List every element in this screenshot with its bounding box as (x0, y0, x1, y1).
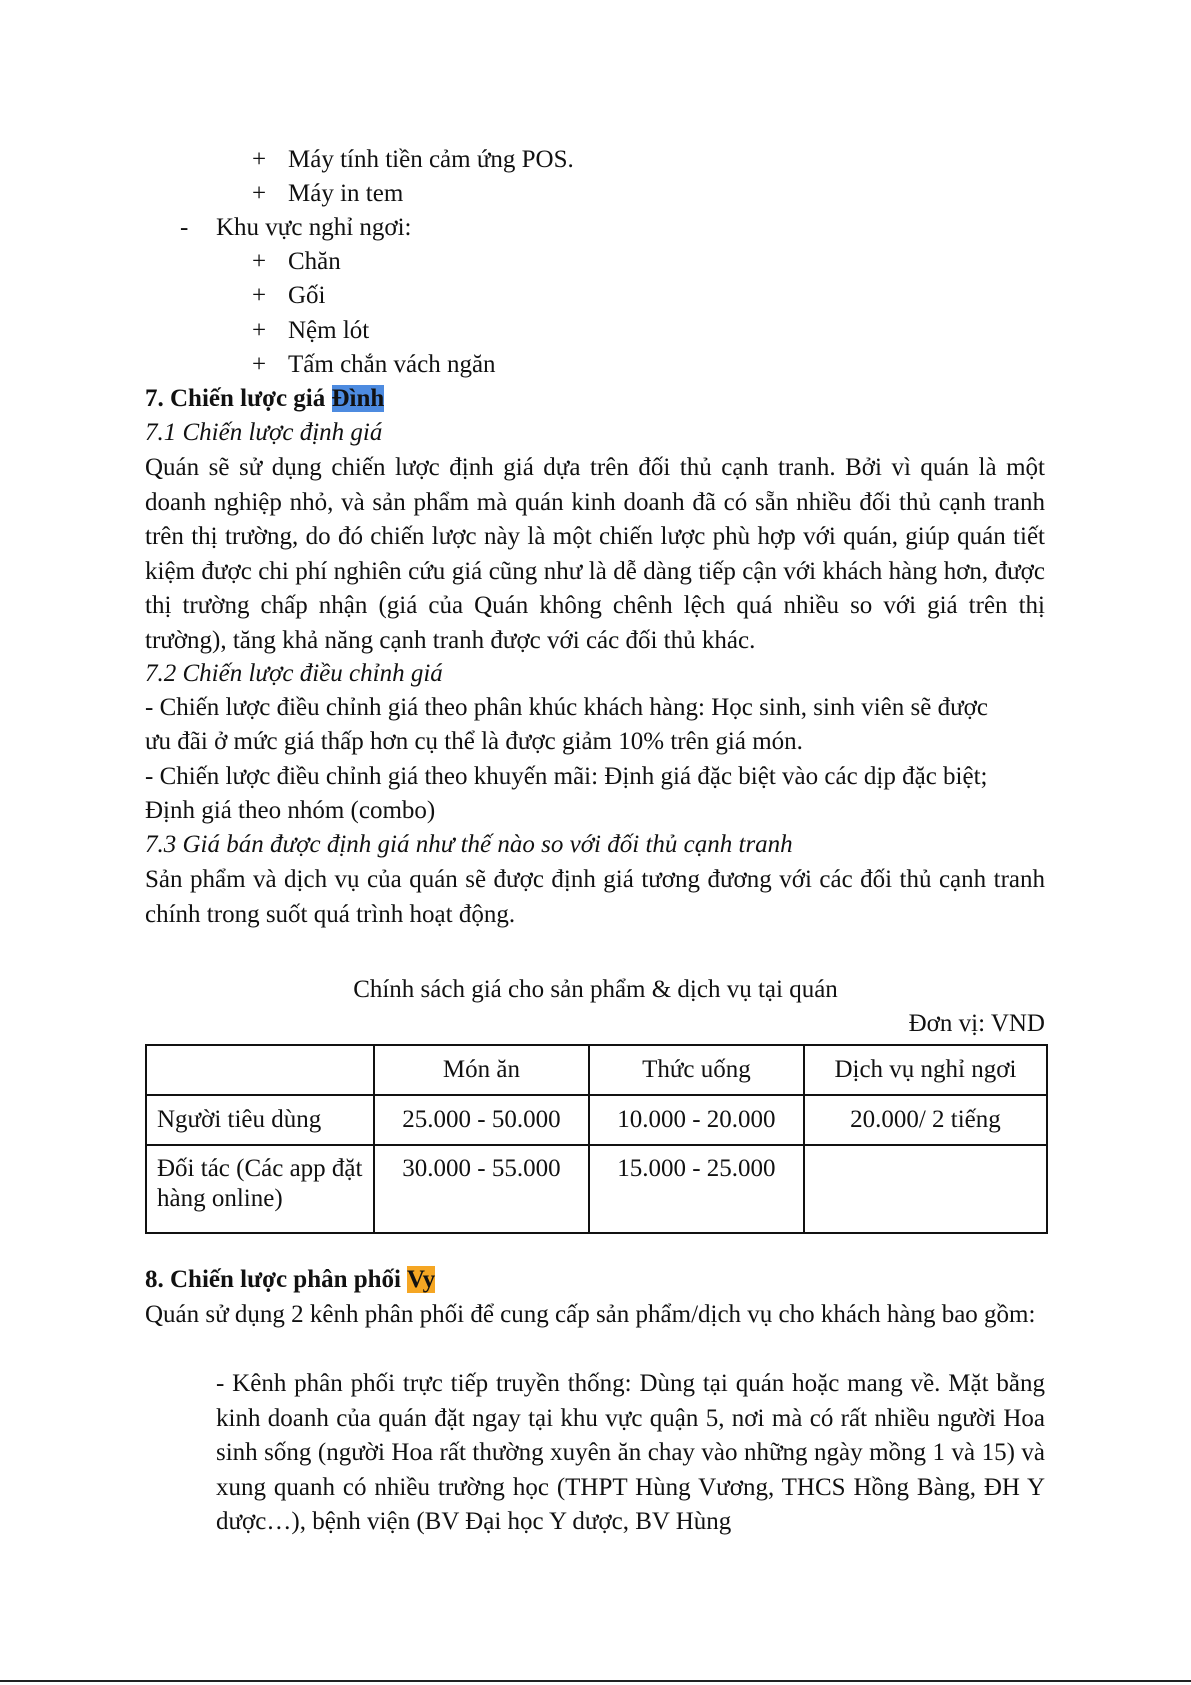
table-header-row (146, 1045, 1047, 1095)
paragraph-line: Định giá theo nhóm (combo) (145, 797, 436, 824)
subsection-title: 7.1 Chiến lược định giá (145, 419, 383, 446)
subsection-title: 7.3 Giá bán được định giá như thế nào so với đối thủ cạnh tranh (145, 831, 793, 858)
list-heading: Khu vực nghỉ ngơi: (216, 214, 412, 241)
table-cell: Người tiêu dùng (146, 1095, 374, 1145)
bullet-plus: + (252, 146, 267, 173)
section-heading-8 (145, 1263, 435, 1297)
table-unit: Đơn vị: VND (908, 1010, 1045, 1037)
bullet-plus: + (252, 317, 267, 344)
table-cell (804, 1145, 1047, 1233)
table-cell: 25.000 - 50.000 (374, 1095, 589, 1145)
paragraph: Quán sử dụng 2 kênh phân phối để cung cấp sản phẩm/dịch vụ cho khách hàng bao gồm: (145, 1301, 1036, 1328)
table-header-cell: Dịch vụ nghỉ ngơi (804, 1045, 1047, 1095)
table-header-cell (146, 1045, 374, 1095)
table-cell: 10.000 - 20.000 (589, 1095, 804, 1145)
assignee-highlight: Vy (406, 1266, 436, 1293)
table-row (146, 1095, 1047, 1145)
assignee-highlight: Đình (331, 385, 385, 412)
paragraph-line: - Chiến lược điều chỉnh giá theo khuyến mãi: Định giá đặc biệt vào các dịp đặc biệt; (145, 763, 988, 790)
bullet-plus: + (252, 282, 267, 309)
table-header-cell: Món ăn (374, 1045, 589, 1095)
subsection-title: 7.2 Chiến lược điều chỉnh giá (145, 660, 443, 687)
bullet-plus: + (252, 351, 267, 378)
list-item: Máy tính tiền cảm ứng POS. (288, 146, 574, 173)
table-row (146, 1145, 1047, 1233)
list-item: Chăn (288, 248, 341, 275)
list-item: Nệm lót (288, 317, 370, 344)
list-item: Máy in tem (288, 180, 404, 207)
paragraph: Sản phẩm và dịch vụ của quán sẽ được định giá tương đương với các đối thủ cạnh tranh chính trong suốt quá trình hoạt động. (145, 866, 1045, 928)
bullet-plus: + (252, 248, 267, 275)
table-caption: Chính sách giá cho sản phẩm & dịch vụ tại quán (353, 976, 838, 1003)
bullet-plus: + (252, 180, 267, 207)
page-bottom-rule (0, 1680, 1191, 1682)
paragraph: Quán sẽ sử dụng chiến lược định giá dựa trên đối thủ cạnh tranh. Bởi vì quán là một doanh nghiệp nhỏ, và sản phẩm mà quán kinh doanh đã có sẵn nhiều đối thủ cạnh tranh trên thị trường, do đó chiến lược này là một chiến lược phù hợp với quán, giúp quán tiết kiệm được chi phí nghiên cứu giá cũng như là dễ dàng tiếp cận với khách hàng hơn, được thị trường chấp nhận (giá của Quán không chênh lệch quá nhiều so với giá trên thị trường), tăng khả năng cạnh tranh được với các đối thủ khác. (145, 454, 1045, 654)
section-heading-7 (145, 382, 384, 416)
table-cell: Đối tác (Các app đặt hàng online) (146, 1145, 374, 1233)
paragraph-line: - Chiến lược điều chỉnh giá theo phân khúc khách hàng: Học sinh, sinh viên sẽ được (145, 694, 988, 721)
list-item: Gối (288, 282, 326, 309)
table-cell: 20.000/ 2 tiếng (804, 1095, 1047, 1145)
table-header-cell: Thức uống (589, 1045, 804, 1095)
bullet-dash: - (180, 214, 189, 241)
paragraph: - Kênh phân phối trực tiếp truyền thống: Dùng tại quán hoặc mang về. Mặt bằng kinh doanh của quán đặt ngay tại khu vực quận 5, nơi mà có rất nhiều người Hoa sinh sống (người Hoa rất thường xuyên ăn chay vào những ngày mồng 1 và 15) và xung quanh có nhiều trường học (THPT Hùng Vương, THCS Hồng Bàng, ĐH Y dược…), bệnh viện (BV Đại học Y dược, BV Hùng (216, 1370, 1045, 1535)
section-title: 7. Chiến lược giá (145, 385, 326, 412)
price-table (145, 1044, 1048, 1234)
section-title: 8. Chiến lược phân phối (145, 1266, 402, 1293)
table-cell: 30.000 - 55.000 (374, 1145, 589, 1233)
table-cell: 15.000 - 25.000 (589, 1145, 804, 1233)
list-item: Tấm chắn vách ngăn (288, 351, 496, 378)
paragraph-line: ưu đãi ở mức giá thấp hơn cụ thể là được giảm 10% trên giá món. (145, 728, 803, 755)
